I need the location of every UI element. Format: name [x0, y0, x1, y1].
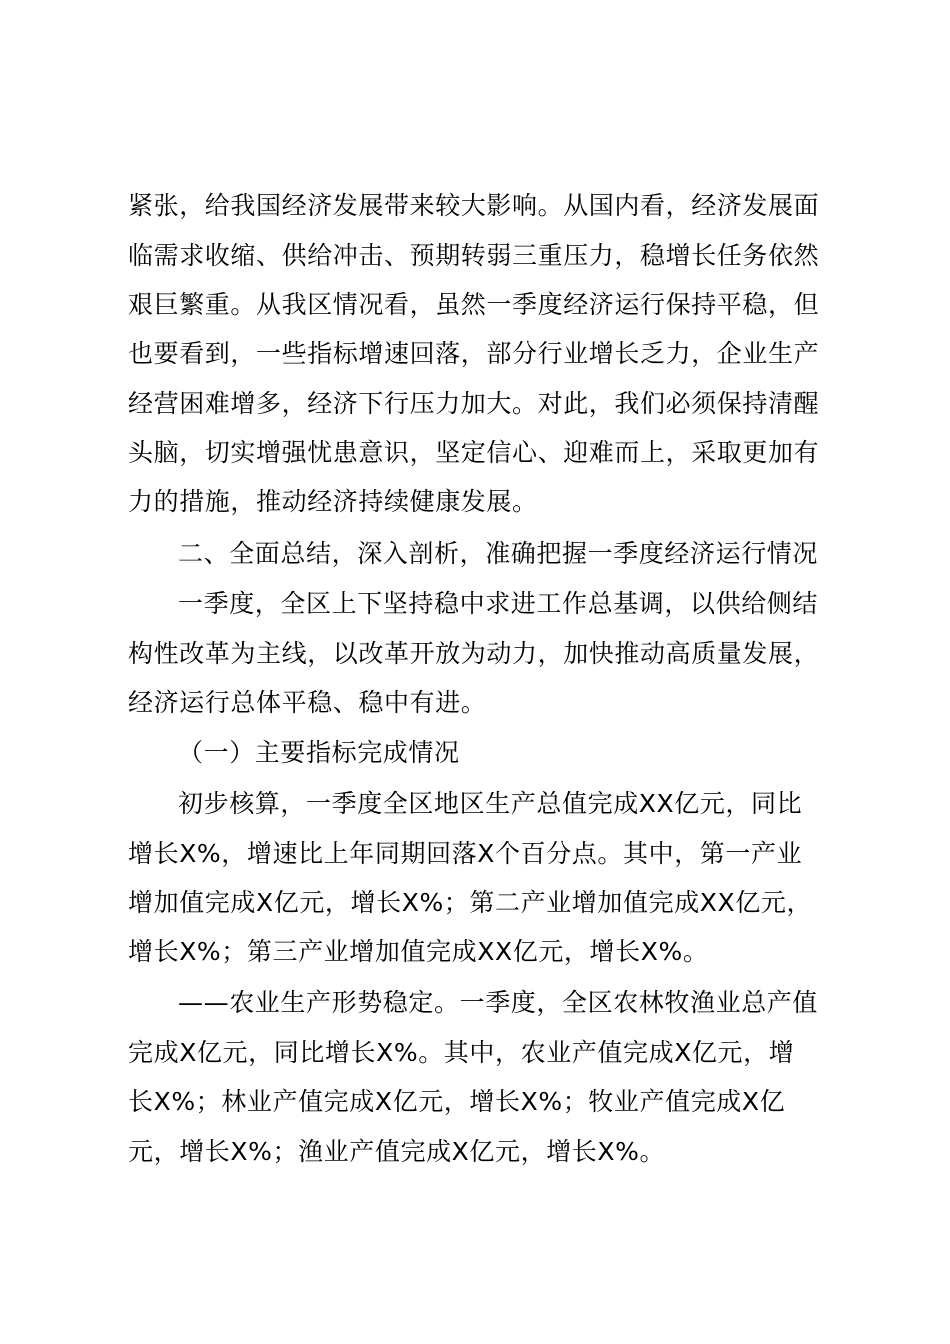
paragraph-line-4: 也要看到，一些指标增速回落，部分行业增长乏力，企业生产	[128, 339, 820, 368]
paragraph-line-11: 经济运行总体平稳、稳中有进。	[128, 688, 487, 717]
paragraph-line-18: 完成X亿元，同比增长X%。其中，农业产值完成X亿元，增	[128, 1038, 795, 1067]
paragraph-line-20: 元，增长X%；渔业产值完成X亿元，增长X%。	[128, 1137, 666, 1166]
paragraph-line-3: 艰巨繁重。从我区情况看，虽然一季度经济运行保持平稳，但	[128, 290, 820, 319]
section-heading: 二、全面总结，深入剖析，准确把握一季度经济运行情况	[178, 539, 819, 568]
paragraph-line-17: ——农业生产形势稳定。一季度，全区农林牧渔业总产值	[178, 988, 819, 1017]
paragraph-line-16: 增长X%；第三产业增加值完成XX亿元，增长X%。	[128, 937, 709, 966]
subsection-heading: （一）主要指标完成情况	[178, 738, 460, 767]
paragraph-line-15: 增加值完成X亿元，增长X%；第二产业增加值完成XX亿元，	[128, 888, 813, 917]
paragraph-line-7: 力的措施，推动经济持续健康发展。	[128, 487, 538, 516]
paragraph-line-13: 初步核算，一季度全区地区生产总值完成XX亿元，同比	[178, 789, 803, 818]
paragraph-line-6: 头脑，切实增强忧患意识，坚定信心、迎难而上，采取更加有	[128, 438, 820, 467]
paragraph-line-2: 临需求收缩、供给冲击、预期转弱三重压力，稳增长任务依然	[128, 241, 820, 270]
paragraph-line-14: 增长X%，增速比上年同期回落X个百分点。其中，第一产业	[128, 839, 803, 868]
paragraph-line-9: 一季度，全区上下坚持稳中求进工作总基调，以供给侧结	[178, 589, 819, 618]
paragraph-line-19: 长X%；林业产值完成X亿元，增长X%；牧业产值完成X亿	[128, 1087, 786, 1116]
paragraph-line-5: 经营困难增多，经济下行压力加大。对此，我们必须保持清醒	[128, 389, 820, 418]
paragraph-line-10: 构性改革为主线，以改革开放为动力，加快推动高质量发展，	[128, 639, 820, 668]
paragraph-line-1: 紧张，给我国经济发展带来较大影响。从国内看，经济发展面	[128, 191, 820, 220]
